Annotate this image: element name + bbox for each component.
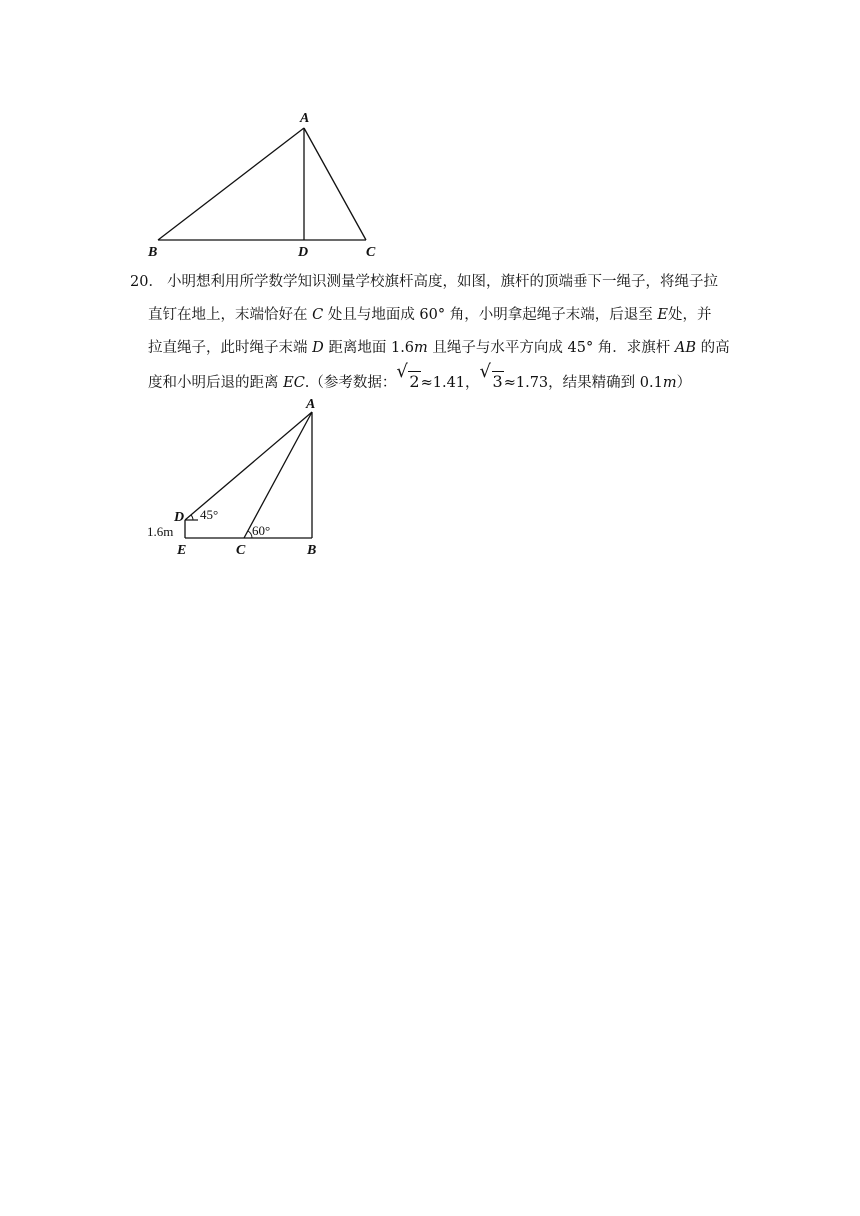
problem-line-1: 20． 小明想利用所学数学知识测量学校旗杆高度，如图，旗杆的顶端垂下一绳子，将绳子拉 <box>130 274 718 290</box>
problem-line-4: 度和小明后退的距离 EC.（参考数据： √ 2≈1.41， √ 3≈1.73，结果精确到 0.1m） <box>130 365 760 400</box>
angle-label-60: 60° <box>252 523 271 538</box>
problem-line-2: 直钉在地上，末端恰好在 C 处且与地面成 60° 角，小明拿起绳子末端，后退至 E处，并 <box>148 307 712 323</box>
problem-line-3: 拉直绳子，此时绳子末端 D 距离地面 1.6m 且绳子与水平方向成 45° 角．求旗杆 AB 的高 <box>148 340 730 356</box>
figure-2-svg <box>140 394 340 558</box>
segment-ab <box>158 128 304 240</box>
label-b2: B <box>307 543 317 558</box>
label-c: C <box>366 245 376 260</box>
label-c2: C <box>236 543 246 558</box>
label-b: B <box>148 245 158 260</box>
label-a: A <box>300 111 310 126</box>
height-label: 1.6m <box>147 524 174 539</box>
problem-number: 20． <box>130 274 163 290</box>
segment-da-rope <box>185 412 312 520</box>
angle-label-45: 45° <box>200 507 219 522</box>
label-a2: A <box>306 397 316 412</box>
figure-2-flagpole <box>140 394 340 558</box>
angle-arc-d <box>191 515 193 520</box>
figure-1-triangle <box>140 106 390 262</box>
problem-20 <box>130 266 760 400</box>
sqrt-2: √ 2 <box>396 361 420 391</box>
label-e2: E <box>177 543 187 558</box>
segment-ac <box>304 128 366 240</box>
label-d2: D <box>174 510 185 525</box>
sqrt-3: √ 3 <box>479 361 503 391</box>
figure-1-svg <box>140 106 390 262</box>
segment-ca-rope <box>244 412 312 538</box>
label-d: D <box>298 245 309 260</box>
